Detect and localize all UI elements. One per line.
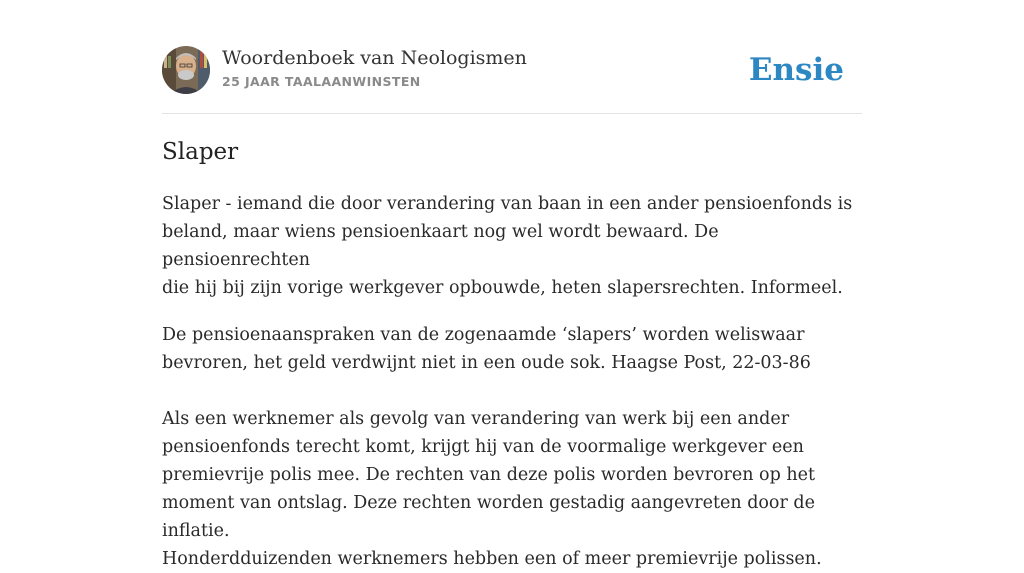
ensie-logo[interactable]: Ensie — [748, 52, 844, 88]
citation-quote: De pensioenaanspraken van de zogenaamde ‘slapers’ worden weliswaar bevroren, het geld verdwijnt niet in een oude sok. Haagse Post, 22-03-86 — [162, 325, 811, 373]
entry-title: Slaper — [162, 139, 239, 165]
header-divider — [162, 113, 862, 114]
dictionary-subtitle: 25 JAAR TAALAANWINSTEN — [222, 74, 421, 89]
dictionary-name[interactable]: Woordenboek van Neologismen — [222, 47, 527, 69]
avatar-portrait-icon — [162, 46, 210, 94]
entry-body — [162, 190, 872, 573]
author-avatar[interactable] — [162, 46, 210, 94]
entry-header — [162, 46, 862, 96]
entry-definition: Slaper - iemand die door verandering van baan in een ander pensioenfonds is beland, maar wiens pensioenkaart nog wel wordt bewaard. De pensioenrechten die hij bij zijn vorige werkgever opbouwde, heten slapersrechten. Informeel. — [162, 194, 853, 298]
citation-quote: Als een werknemer als gevolg van verandering van werk bij een ander pensioenfonds terecht komt, krijgt hij van de voormalige werkgever een premievrije polis mee. De rechten van deze polis worden bevroren op het moment van ontslag. Deze rechten worden gestadig aangevreten door de inflatie. Honderdduizenden werknemers hebben een of meer premievrije polissen. — [162, 409, 822, 569]
